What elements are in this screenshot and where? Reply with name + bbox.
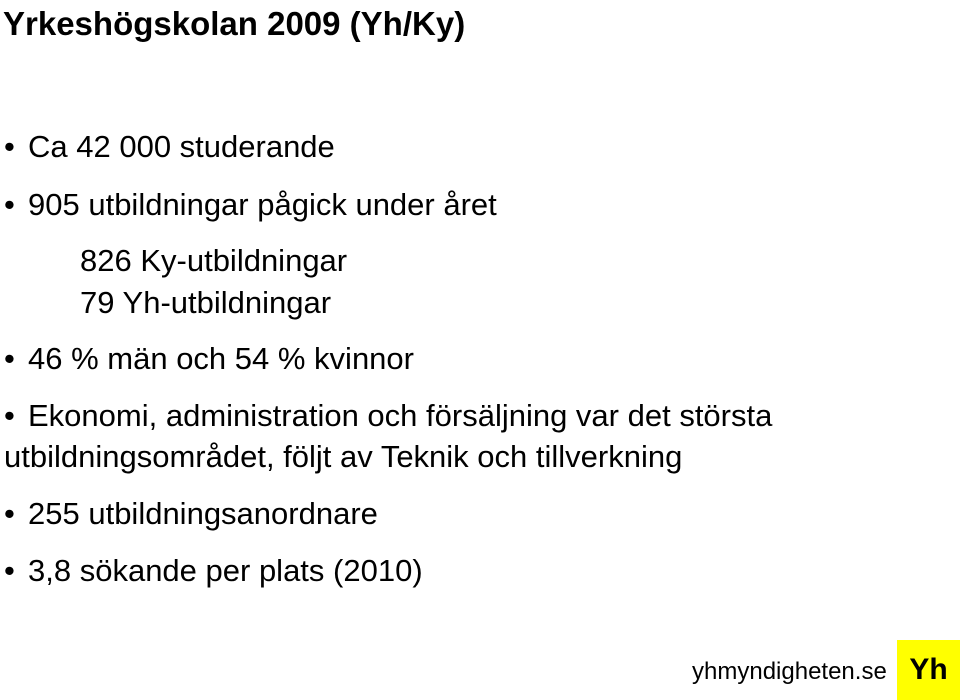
bullet-text: 905 utbildningar pågick under året: [28, 187, 497, 222]
bullet-icon: •: [4, 129, 15, 164]
bullet-item-applicants: [4, 552, 423, 589]
bullet-icon: •: [4, 187, 15, 222]
bullet-item-providers: [4, 495, 378, 532]
bullet-text: Ekonomi, administration och försäljning var det största: [28, 398, 773, 433]
bullet-icon: •: [4, 496, 15, 531]
bullet-item-gender: [4, 340, 414, 377]
logo-text: Yh: [909, 653, 948, 686]
bullet-item-students: [4, 128, 335, 165]
sub-item-yh: 79 Yh-utbildningar: [80, 285, 332, 320]
bullet-text: 46 % män och 54 % kvinnor: [28, 341, 414, 376]
bullet-text: Ca 42 000 studerande: [28, 129, 335, 164]
bullet-icon: •: [4, 341, 15, 376]
yh-logo: [897, 640, 960, 700]
bullet-item-largest-area: [4, 397, 772, 434]
sub-item-ky: 826 Ky-utbildningar: [80, 243, 348, 278]
bullet-text-continuation: utbildningsområdet, följt av Teknik och tillverkning: [4, 439, 683, 474]
footer-url: yhmyndigheten.se: [692, 658, 887, 685]
slide-title: Yrkeshögskolan 2009 (Yh/Ky): [3, 5, 466, 42]
bullet-icon: •: [4, 553, 15, 588]
bullet-icon: •: [4, 398, 15, 433]
bullet-text: 255 utbildningsanordnare: [28, 496, 378, 531]
bullet-text: 3,8 sökande per plats (2010): [28, 553, 423, 588]
bullet-item-educations: [4, 186, 497, 223]
